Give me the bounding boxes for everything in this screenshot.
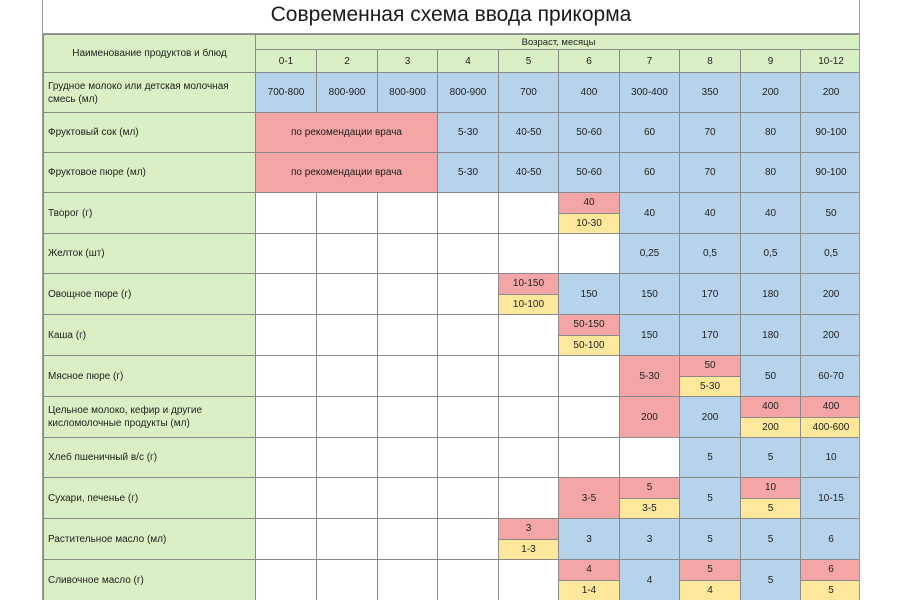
cell-value: 150 [559,274,620,315]
cell-value: 60 [620,113,680,153]
product-name: Фруктовое пюре (мл) [44,153,256,193]
empty-cell [378,560,438,600]
split-cell [801,397,861,438]
cell-value: 200 [680,397,741,438]
cell-value: 5 [741,560,801,600]
cell-value-bottom: 5 [801,580,860,600]
empty-cell [378,519,438,560]
age-column-header: 2 [317,50,378,73]
age-column-header: 9 [741,50,801,73]
empty-cell [438,315,499,356]
cell-value: 5 [680,478,741,519]
cell-value-top: 5 [620,478,679,498]
cell-value-top: 50 [680,356,740,376]
cell-value-bottom: 10-30 [559,213,619,234]
empty-cell [559,397,620,438]
empty-cell [438,478,499,519]
cell-value: 70 [680,153,741,193]
age-column-header: 5 [499,50,559,73]
empty-cell [317,478,378,519]
cell-value-top: 40 [559,193,619,213]
empty-cell [256,397,317,438]
empty-cell [256,560,317,600]
cell-value-top: 4 [559,560,619,580]
empty-cell [317,234,378,274]
table-row [44,560,861,600]
cell-value: 800-900 [438,73,499,113]
cell-value: 50 [801,193,861,234]
cell-value: 3-5 [559,478,620,519]
cell-value: 3 [620,519,680,560]
cell-value: по рекомендации врача [256,113,438,153]
empty-cell [499,193,559,234]
split-cell [801,560,861,600]
empty-cell [559,356,620,397]
split-cell [741,478,801,519]
split-cell [680,356,741,397]
cell-value: 200 [620,397,680,438]
cell-value: 50-60 [559,153,620,193]
split-cell [499,519,559,560]
cell-value-bottom: 5 [741,498,800,519]
empty-cell [499,315,559,356]
cell-value: 90-100 [801,153,861,193]
page-title: Современная схема ввода прикорма [43,0,859,34]
cell-value-top: 3 [499,519,558,539]
empty-cell [378,478,438,519]
empty-cell [378,274,438,315]
table-row [44,234,861,274]
cell-value: 0,5 [801,234,861,274]
split-cell [559,193,620,234]
empty-cell [499,356,559,397]
split-cell [499,274,559,315]
age-column-header: 6 [559,50,620,73]
cell-value: 50 [741,356,801,397]
cell-value: 170 [680,315,741,356]
cell-value: 200 [801,315,861,356]
empty-cell [256,356,317,397]
table-row [44,113,861,153]
cell-value: 0,5 [680,234,741,274]
empty-cell [499,234,559,274]
split-cell [741,397,801,438]
cell-value: 5 [741,519,801,560]
empty-cell [317,519,378,560]
cell-value: 150 [620,274,680,315]
cell-value: 300-400 [620,73,680,113]
empty-cell [438,356,499,397]
empty-cell [317,438,378,478]
cell-value: 10-15 [801,478,861,519]
cell-value: 40-50 [499,153,559,193]
empty-cell [378,438,438,478]
cell-value-bottom: 1-4 [559,580,619,600]
cell-value: 200 [801,73,861,113]
empty-cell [317,397,378,438]
age-column-header: 7 [620,50,680,73]
cell-value: 3 [559,519,620,560]
cell-value-top: 5 [680,560,740,580]
cell-value: 0,25 [620,234,680,274]
table-row [44,397,861,438]
split-cell [620,478,680,519]
table-row [44,274,861,315]
table-row [44,193,861,234]
empty-cell [256,274,317,315]
cell-value: 60-70 [801,356,861,397]
empty-cell [256,315,317,356]
empty-cell [317,193,378,234]
cell-value: 0,5 [741,234,801,274]
table-row [44,356,861,397]
empty-cell [317,560,378,600]
cell-value-bottom: 10-100 [499,294,558,315]
cell-value: 90-100 [801,113,861,153]
empty-cell [256,234,317,274]
cell-value: 800-900 [317,73,378,113]
cell-value: 60 [620,153,680,193]
product-name: Мясное пюре (г) [44,356,256,397]
cell-value: по рекомендации врача [256,153,438,193]
table-row [44,153,861,193]
cell-value-bottom: 3-5 [620,498,679,519]
cell-value-top: 50-150 [559,315,619,335]
empty-cell [499,397,559,438]
cell-value-bottom: 4 [680,580,740,600]
cell-value: 5 [680,519,741,560]
empty-cell [378,315,438,356]
cell-value-bottom: 400-600 [801,417,860,438]
empty-cell [378,356,438,397]
cell-value: 6 [801,519,861,560]
cell-value-top: 6 [801,560,860,580]
table-row [44,519,861,560]
product-name: Хлеб пшеничный в/с (г) [44,438,256,478]
age-column-header: 10-12 [801,50,861,73]
cell-value: 50-60 [559,113,620,153]
cell-value: 10 [801,438,861,478]
cell-value: 5-30 [438,113,499,153]
table-row [44,73,861,113]
table-body [44,73,861,600]
name-column-header: Наименование продуктов и блюд [44,35,256,73]
empty-cell [620,438,680,478]
cell-value: 400 [559,73,620,113]
cell-value-top: 10 [741,478,800,498]
age-column-header: 4 [438,50,499,73]
empty-cell [499,478,559,519]
cell-value: 40 [620,193,680,234]
cell-value-bottom: 200 [741,417,800,438]
cell-value: 180 [741,315,801,356]
empty-cell [378,234,438,274]
product-name: Сливочное масло (г) [44,560,256,600]
empty-cell [317,356,378,397]
cell-value: 40-50 [499,113,559,153]
cell-value: 5 [741,438,801,478]
product-name: Растительное масло (мл) [44,519,256,560]
cell-value: 70 [680,113,741,153]
feeding-schedule-sheet [42,0,860,600]
cell-value: 5-30 [620,356,680,397]
empty-cell [438,193,499,234]
cell-value: 40 [680,193,741,234]
cell-value-bottom: 5-30 [680,376,740,397]
age-column-header: 3 [378,50,438,73]
product-name: Желток (шт) [44,234,256,274]
cell-value: 80 [741,113,801,153]
product-name: Овощное пюре (г) [44,274,256,315]
split-cell [559,560,620,600]
split-cell [680,560,741,600]
cell-value: 200 [801,274,861,315]
empty-cell [438,438,499,478]
empty-cell [559,234,620,274]
cell-value-top: 400 [741,397,800,417]
empty-cell [438,397,499,438]
cell-value: 5 [680,438,741,478]
table-row [44,315,861,356]
cell-value: 200 [741,73,801,113]
empty-cell [256,193,317,234]
empty-cell [256,438,317,478]
cell-value: 40 [741,193,801,234]
feeding-table [43,34,860,600]
cell-value: 5-30 [438,153,499,193]
product-name: Творог (г) [44,193,256,234]
cell-value-bottom: 1-3 [499,539,558,560]
split-cell [559,315,620,356]
cell-value: 80 [741,153,801,193]
empty-cell [438,274,499,315]
cell-value: 150 [620,315,680,356]
empty-cell [317,315,378,356]
empty-cell [499,438,559,478]
empty-cell [317,274,378,315]
cell-value: 180 [741,274,801,315]
empty-cell [438,560,499,600]
cell-value: 700 [499,73,559,113]
cell-value: 170 [680,274,741,315]
header-row [44,35,861,50]
empty-cell [438,519,499,560]
empty-cell [256,519,317,560]
cell-value-top: 10-150 [499,274,558,294]
product-name: Каша (г) [44,315,256,356]
cell-value: 350 [680,73,741,113]
age-column-header: 8 [680,50,741,73]
table-row [44,438,861,478]
age-header: Возраст, месяцы [256,35,861,50]
empty-cell [499,560,559,600]
empty-cell [559,438,620,478]
table-row [44,478,861,519]
empty-cell [438,234,499,274]
age-column-header: 0-1 [256,50,317,73]
cell-value-top: 400 [801,397,860,417]
product-name: Сухари, печенье (г) [44,478,256,519]
product-name: Фруктовый сок (мл) [44,113,256,153]
cell-value: 800-900 [378,73,438,113]
empty-cell [378,193,438,234]
cell-value: 4 [620,560,680,600]
cell-value-bottom: 50-100 [559,335,619,356]
cell-value: 700-800 [256,73,317,113]
empty-cell [256,478,317,519]
product-name: Цельное молоко, кефир и другие кисломолочные продукты (мл) [44,397,256,438]
product-name: Грудное молоко или детская молочная смесь (мл) [44,73,256,113]
empty-cell [378,397,438,438]
